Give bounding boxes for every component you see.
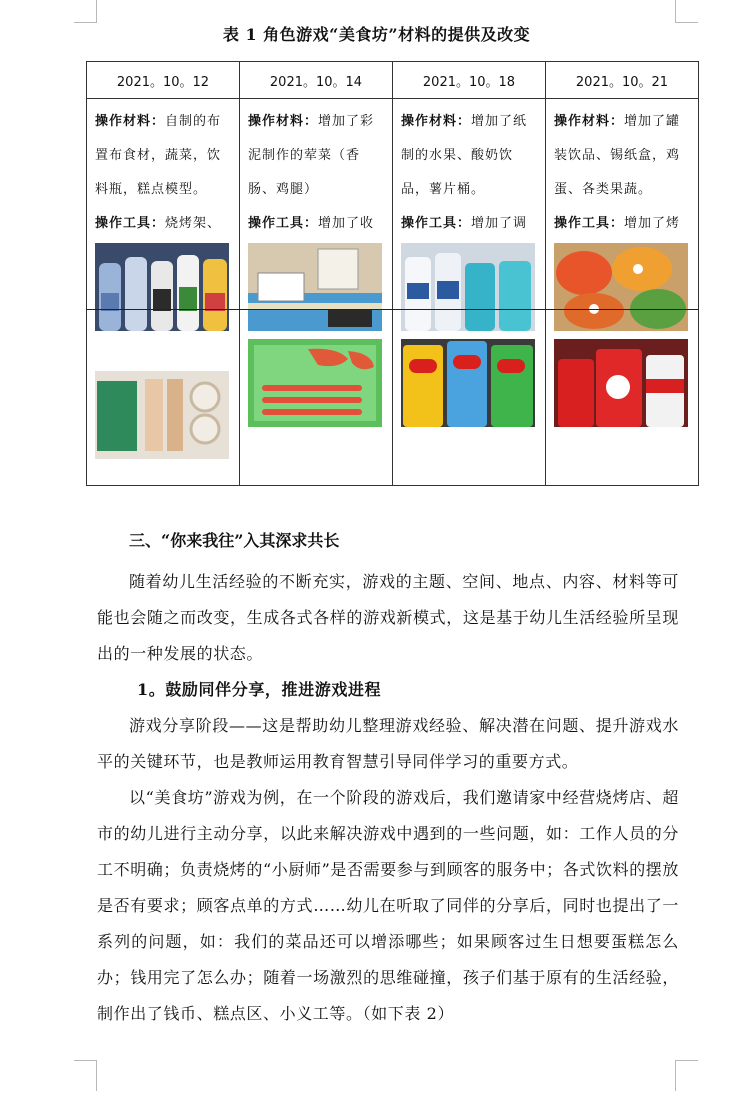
corner-mark-top-right xyxy=(675,0,698,23)
tool-text: 增加了烤 xyxy=(624,216,681,231)
sausage-tray-photo xyxy=(248,339,382,427)
table-cell xyxy=(393,99,546,486)
photo-group xyxy=(248,243,382,435)
drink-bottles-photo xyxy=(95,243,229,331)
material-label: 操作材料： xyxy=(401,114,472,129)
materials-table xyxy=(86,61,699,486)
yogurt-drinks-photo xyxy=(401,243,535,331)
corner-mark-top-left xyxy=(74,0,97,23)
material-label: 操作材料： xyxy=(554,114,625,129)
material-text: 增加了罐装饮品、锡纸盒，鸡蛋、各类果蔬。 xyxy=(554,114,681,197)
paper-fruit-photo xyxy=(554,243,688,331)
paragraph: 以“美食坊”游戏为例，在一个阶段的游戏后，我们邀请家中经营烧烤店、超市的幼儿进行主动分享，以此来解决游戏中遇到的一些问题，如：工作人员的分工不明确；负责烧烤的“小厨师”是否需要参与到顾客的服务中；各式饮料的摆放是否有要求；顾客点单的方式……幼儿在听取了同伴的分享后，同时也提出了一系列的问题，如：我们的菜品还可以增添哪些；如果顾客过生日想要蛋糕怎么办；钱用完了怎么办；随着一场激烈的思维碰撞，孩子们基于原有的生活经验，制作出了钱币、糕点区、小义工等。（如下表 2） xyxy=(97,788,679,1023)
chips-cans-photo xyxy=(401,339,535,427)
skewers-photo xyxy=(95,371,229,459)
tool-text: 烧烤架、 xyxy=(165,216,222,231)
date-cell: 2021。10。12 xyxy=(87,62,240,99)
sub-heading: 1。鼓励同伴分享，推进游戏进程 xyxy=(137,680,382,699)
tool-text: 增加了调 xyxy=(471,216,528,231)
tool-label: 操作工具： xyxy=(554,216,625,231)
table-cell xyxy=(240,99,393,486)
photo-group xyxy=(95,243,229,467)
date-cell: 2021。10。14 xyxy=(240,62,393,99)
material-text: 自制的布置布食材，蔬菜，饮料瓶，糕点模型。 xyxy=(95,114,222,197)
cashier-decor-photo xyxy=(248,243,382,331)
photo-group xyxy=(401,243,535,435)
table-title: 表 1 角色游戏“美食坊”材料的提供及改变 xyxy=(222,25,531,44)
tool-label: 操作工具： xyxy=(401,216,472,231)
table-cell xyxy=(546,99,699,486)
corner-mark-bottom-left xyxy=(74,1060,97,1091)
body-text xyxy=(97,528,679,1032)
tool-label: 操作工具： xyxy=(95,216,166,231)
paragraph: 随着幼儿生活经验的不断充实，游戏的主题、空间、地点、内容、材料等可能也会随之而改变，生成各式各样的游戏新模式，这是基于幼儿生活经验所呈现出的一种发展的状态。 xyxy=(97,572,679,663)
table-divider-line xyxy=(86,309,699,310)
canned-drinks-photo xyxy=(554,339,688,427)
table-cell xyxy=(87,99,240,486)
material-text: 增加了彩泥制作的荤菜（香肠、鸡腿） xyxy=(248,114,375,197)
material-text: 增加了纸制的水果、酸奶饮品，薯片桶。 xyxy=(401,114,528,197)
corner-mark-bottom-right xyxy=(675,1060,698,1091)
date-cell: 2021。10。18 xyxy=(393,62,546,99)
tool-text: 增加了收 xyxy=(318,216,375,231)
section-heading: 三、“你来我往”入其深求共长 xyxy=(129,531,340,550)
date-cell: 2021。10。21 xyxy=(546,62,699,99)
photo-group xyxy=(554,243,688,435)
paragraph: 游戏分享阶段——这是帮助幼儿整理游戏经验、解决潜在问题、提升游戏水平的关键环节，也是教师运用教育智慧引导同伴学习的重要方式。 xyxy=(97,716,679,771)
material-label: 操作材料： xyxy=(248,114,319,129)
tool-label: 操作工具： xyxy=(248,216,319,231)
material-label: 操作材料： xyxy=(95,114,166,129)
